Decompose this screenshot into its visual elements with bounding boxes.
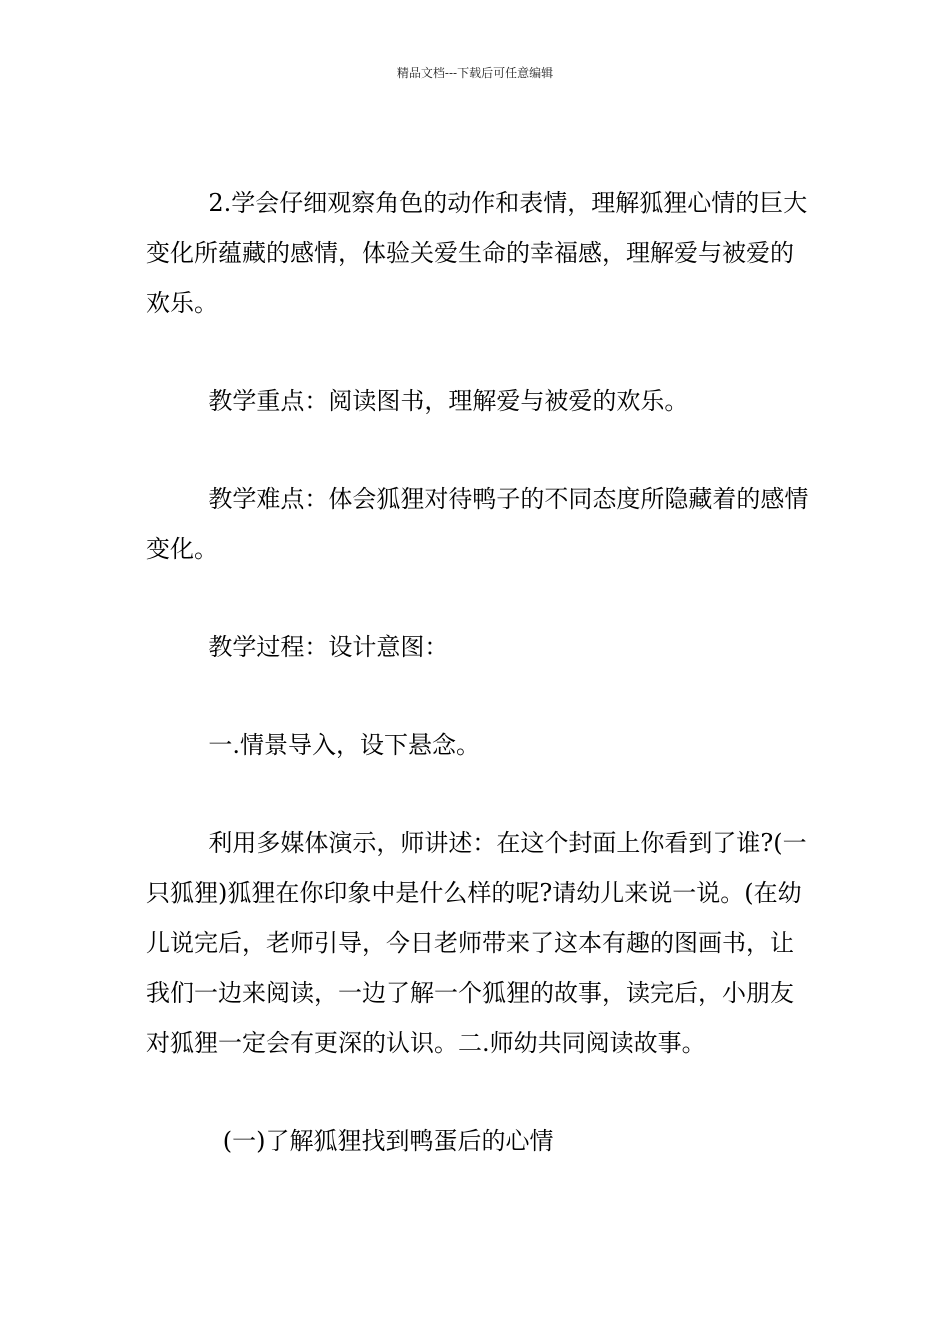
document-body [146, 178, 812, 1166]
paragraph-gap [146, 1068, 812, 1116]
paragraph-gap [146, 426, 812, 474]
paragraph-learning-goal: 2.学会仔细观察角色的动作和表情，理解狐狸心情的巨大变化所蕴藏的感情，体验关爱生命的幸福感，理解爱与被爱的欢乐。 [146, 189, 808, 317]
paragraph-section-one: 一.情景导入，设下悬念。 [208, 731, 481, 759]
paragraph-gap [146, 672, 812, 720]
page-header: 精品文档---下载后可任意编辑 [396, 66, 554, 80]
paragraph-teaching-process: 教学过程：设计意图： [208, 633, 449, 661]
paragraph-gap [146, 328, 812, 376]
paragraph-gap [146, 770, 812, 818]
paragraph-teaching-focus: 教学重点：阅读图书，理解爱与被爱的欢乐。 [208, 387, 689, 415]
paragraph-gap [146, 574, 812, 622]
paragraph-subsection-one: (一)了解狐狸找到鸭蛋后的心情 [222, 1127, 554, 1155]
paragraph-teaching-difficulty: 教学难点：体会狐狸对待鸭子的不同态度所隐藏着的感情变化。 [146, 485, 809, 563]
paragraph-multimedia-demo: 利用多媒体演示，师讲述：在这个封面上你看到了谁?(一只狐狸)狐狸在你印象中是什么样的呢?请幼儿来说一说。(在幼儿说完后，老师引导，今日老师带来了这本有趣的图画书，让我们一边来阅读，一边了解一个狐狸的故事，读完后，小朋友对狐狸一定会有更深的认识。二.师幼共同阅读故事。 [146, 829, 807, 1057]
